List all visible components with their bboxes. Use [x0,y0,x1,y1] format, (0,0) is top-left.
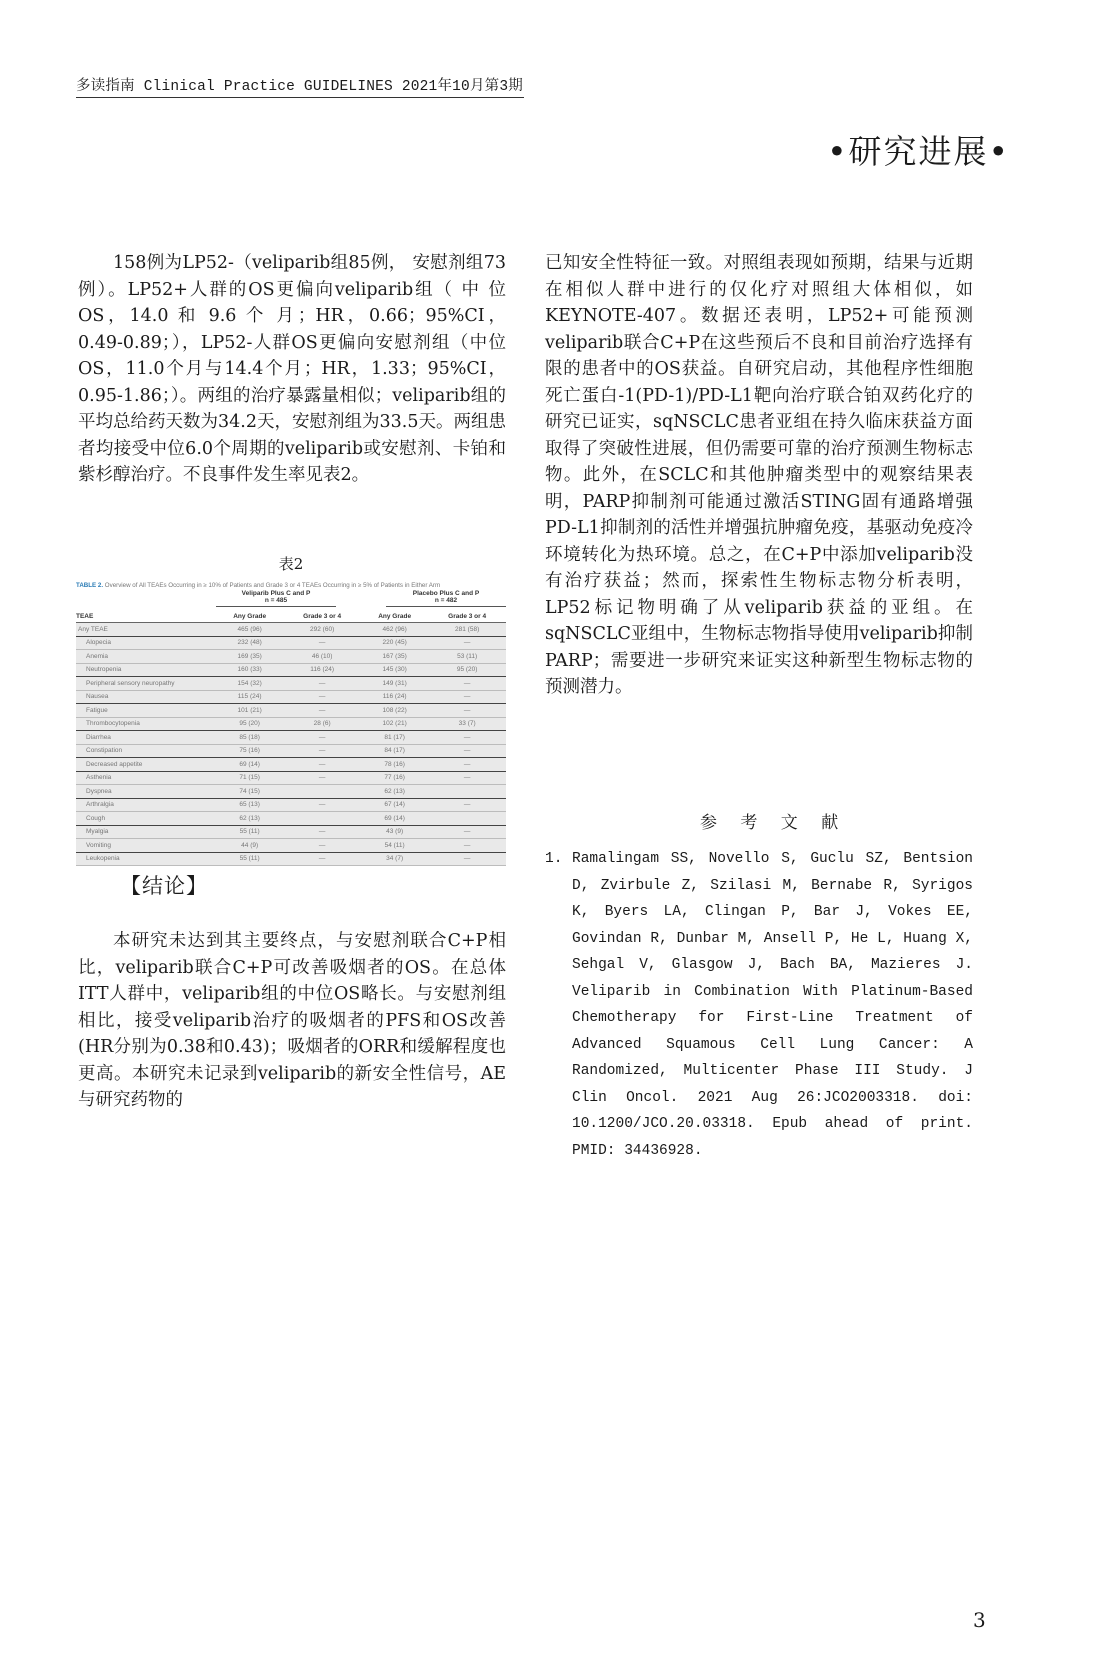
teae-value-cell: 53 (11) [428,650,506,664]
teae-value-cell: 145 (30) [361,663,428,677]
col-header-any-grade-placebo: Any Grade [361,611,428,623]
conclusion-heading: 【结论】 [120,874,208,898]
teae-value-cell: 149 (31) [361,677,428,691]
teae-value-cell: 28 (6) [283,717,361,731]
teae-value-cell: — [283,771,361,785]
teae-value-cell: 67 (14) [361,798,428,812]
table-row [76,677,506,691]
table-caption-en [76,582,506,589]
table-row [76,663,506,677]
teae-name-cell: Diarrhea [76,731,216,745]
teae-name-cell: Nausea [76,690,216,704]
teae-value-cell: 78 (16) [361,758,428,772]
teae-value-cell [428,812,506,826]
reference-text: Ramalingam SS, Novello S, Guclu SZ, Bentsion D, Zvirbule Z, Szilasi M, Bernabe R, Syrigos K, Byers LA, Clingan P, Bar J, Vokes EE, Govindan R, Dunbar M, Ansell P, He L, Huang X, Sehgal V, Glasgow J, Bach BA, Mazieres J. Veliparib in Combination With Platinum-Based Chemotherapy for First-Line Treatment of Advanced Squamous Cell Lung Cancer: A Randomized, Multicenter Phase III Study. J Clin Oncol. 2021 Aug 26:JCO2003318. doi: 10.1200/JCO.20.03318. Epub ahead of print. PMID: 34436928. [572,851,973,1159]
table-row [76,690,506,704]
teae-value-cell: 108 (22) [361,704,428,718]
teae-value-cell: 232 (48) [216,636,283,650]
teae-table-body [76,623,506,866]
teae-name-cell: Asthenia [76,771,216,785]
table-row [76,785,506,799]
teae-value-cell: — [283,852,361,866]
teae-value-cell: — [428,798,506,812]
teae-name-cell: Decreased appetite [76,758,216,772]
teae-name-cell: Leukopenia [76,852,216,866]
teae-value-cell: — [428,744,506,758]
teae-value-cell: 167 (35) [361,650,428,664]
teae-name-cell: Cough [76,812,216,826]
teae-value-cell: 84 (17) [361,744,428,758]
teae-value-cell: 462 (96) [361,623,428,637]
teae-name-cell: Vomiting [76,839,216,853]
teae-value-cell: 55 (11) [216,825,283,839]
teae-name-cell: Arthralgia [76,798,216,812]
teae-value-cell: 34 (7) [361,852,428,866]
teae-value-cell: 74 (15) [216,785,283,799]
teae-value-cell: — [428,758,506,772]
table-row [76,839,506,853]
teae-value-cell: 65 (13) [216,798,283,812]
teae-name-cell: Myalgia [76,825,216,839]
table-caption-cn: 表2 [278,555,304,573]
teae-value-cell: — [428,839,506,853]
teae-name-cell: Anemia [76,650,216,664]
col-header-grade34-placebo: Grade 3 or 4 [428,611,506,623]
col-header-grade34-veliparib: Grade 3 or 4 [283,611,361,623]
teae-value-cell: 77 (16) [361,771,428,785]
teae-value-cell: 69 (14) [361,812,428,826]
arm-placebo-name: Placebo Plus C and P [412,590,480,597]
teae-value-cell: 69 (14) [216,758,283,772]
results-paragraph: 158例为LP52-（veliparib组85例， 安慰剂组73例）。LP52+人群的OS更偏向veliparib组（ 中 位 OS，14.0 和 9.6 个 月；HR，0.66；95%CI， 0.49-0.89；），LP52-人群OS更偏向安慰剂组（中位OS，11.0个月与14.4个月；HR，1.33；95%CI， 0.95-1.86；）。两组的治疗暴露量相似；veliparib组的平均总给药天数为34.2天，安慰剂组为33.5天。两组患者均接受中位6.0个周期的veliparib或安慰剂、卡铂和紫杉醇治疗。不良事件发生率见表2。 [78,253,506,485]
teae-name-cell: Fatigue [76,704,216,718]
table-row [76,650,506,664]
teae-value-cell: 75 (16) [216,744,283,758]
teae-value-cell: — [428,825,506,839]
right-column-body [545,250,973,701]
table-caption-text: Overview of All TEAEs Occurring in ≥ 10% of Patients and Grade 3 or 4 TEAEs Occurring in ≥ 5% of Patients in Either Arm [104,582,441,589]
arm-veliparib-header [216,590,336,607]
page-number: 3 [973,1608,986,1632]
arm-veliparib-n: n = 485 [264,597,288,604]
teae-value-cell: 44 (9) [216,839,283,853]
teae-value-cell: 43 (9) [361,825,428,839]
teae-value-cell: 169 (35) [216,650,283,664]
section-title: •研究进展• [827,132,1010,171]
teae-value-cell: 154 (32) [216,677,283,691]
teae-name-cell: Dyspnea [76,785,216,799]
teae-value-cell: 465 (96) [216,623,283,637]
table-row [76,744,506,758]
teae-name-cell: Neutropenia [76,663,216,677]
teae-value-cell [428,785,506,799]
teae-value-cell: 292 (60) [283,623,361,637]
table-row [76,704,506,718]
teae-value-cell [283,785,361,799]
teae-value-cell: 220 (45) [361,636,428,650]
teae-value-cell: 46 (10) [283,650,361,664]
teae-value-cell: 95 (20) [216,717,283,731]
reference-number: 1. [545,851,563,867]
teae-value-cell: 55 (11) [216,852,283,866]
teae-value-cell: 95 (20) [428,663,506,677]
teae-value-cell: — [428,636,506,650]
teae-name-cell: Any TEAE [76,623,216,637]
teae-value-cell [283,812,361,826]
teae-value-cell: — [283,798,361,812]
teae-value-cell: 116 (24) [361,690,428,704]
teae-name-cell: Peripheral sensory neuropathy [76,677,216,691]
teae-value-cell: — [283,839,361,853]
teae-name-cell: Alopecia [76,636,216,650]
table-2-figure [76,553,506,866]
teae-value-cell: — [283,825,361,839]
conclusion-body [78,928,506,1114]
table-row [76,731,506,745]
teae-value-cell: — [283,758,361,772]
table-row [76,825,506,839]
teae-value-cell: — [428,852,506,866]
teae-value-cell: 160 (33) [216,663,283,677]
teae-table [76,611,506,866]
teae-value-cell: — [428,704,506,718]
reference-item [545,846,973,1164]
teae-value-cell: 33 (7) [428,717,506,731]
table-row [76,717,506,731]
arm-placebo-header [386,590,506,607]
teae-value-cell: — [428,771,506,785]
left-column-body [78,250,506,489]
table-row [76,758,506,772]
arm-headers [76,590,506,607]
table-row [76,771,506,785]
teae-value-cell: 116 (24) [283,663,361,677]
teae-value-cell: 62 (13) [216,812,283,826]
running-header: 多读指南 Clinical Practice GUIDELINES 2021年10月第3期 [76,74,524,98]
teae-value-cell: — [283,690,361,704]
teae-value-cell: — [283,636,361,650]
references-list [545,846,973,1164]
teae-value-cell: 85 (18) [216,731,283,745]
teae-value-cell: 54 (11) [361,839,428,853]
teae-value-cell: 81 (17) [361,731,428,745]
table-row [76,852,506,866]
discussion-paragraph: 已知安全性特征一致。对照组表现如预期，结果与近期在相似人群中进行的仅化疗对照组大体相似，如KEYNOTE-407。数据还表明，LP52+可能预测veliparib联合C+P在这些预后不良和目前治疗选择有限的患者中的OS获益。自研究启动，其他程序性细胞死亡蛋白-1(PD-1)/PD-L1靶向治疗联合铂双药化疗的研究已证实，sqNSCLC患者亚组在持久临床获益方面取得了突破性进展，但仍需要可靠的治疗预测生物标志物。此外，在SCLC和其他肿瘤类型中的观察结果表明，PARP抑制剂可能通过激活STING固有通路增强PD-L1抑制剂的活性并增强抗肿瘤免疫，基驱动免疫冷环境转化为热环境。总之，在C+P中添加veliparib没有治疗获益；然而，探索性生物标志物分析表明，LP52标记物明确了从veliparib获益的亚组。在sqNSCLC亚组中，生物标志物指导使用veliparib抑制PARP；需要进一步研究来证实这种新型生物标志物的预测潜力。 [545,253,973,697]
table-header-row [76,611,506,623]
arm-veliparib-name: Veliparib Plus C and P [241,590,311,597]
table-caption-label: TABLE 2. [76,582,104,589]
teae-value-cell: — [428,677,506,691]
teae-name-cell: Thrombocytopenia [76,717,216,731]
table-row [76,798,506,812]
teae-value-cell: 115 (24) [216,690,283,704]
teae-value-cell: — [428,731,506,745]
teae-value-cell: — [283,677,361,691]
teae-value-cell: 101 (21) [216,704,283,718]
col-header-teae: TEAE [76,611,216,623]
arm-placebo-n: n = 482 [434,597,458,604]
teae-value-cell: — [283,744,361,758]
references-heading: 参 考 文 献 [700,813,848,833]
conclusion-paragraph: 本研究未达到其主要终点，与安慰剂联合C+P相比，veliparib联合C+P可改善吸烟者的OS。在总体ITT人群中，veliparib组的中位OS略长。与安慰剂组相比，接受veliparib治疗的吸烟者的PFS和OS改善(HR分别为0.38和0.43)；吸烟者的ORR和缓解程度也更高。本研究未记录到veliparib的新安全性信号，AE与研究药物的 [78,931,506,1110]
teae-value-cell: — [283,704,361,718]
teae-value-cell: 102 (21) [361,717,428,731]
teae-value-cell: 71 (15) [216,771,283,785]
table-row [76,623,506,637]
teae-value-cell: 281 (58) [428,623,506,637]
teae-name-cell: Constipation [76,744,216,758]
teae-value-cell: — [283,731,361,745]
table-row [76,636,506,650]
teae-value-cell: — [428,690,506,704]
table-row [76,812,506,826]
col-header-any-grade-veliparib: Any Grade [216,611,283,623]
teae-value-cell: 62 (13) [361,785,428,799]
